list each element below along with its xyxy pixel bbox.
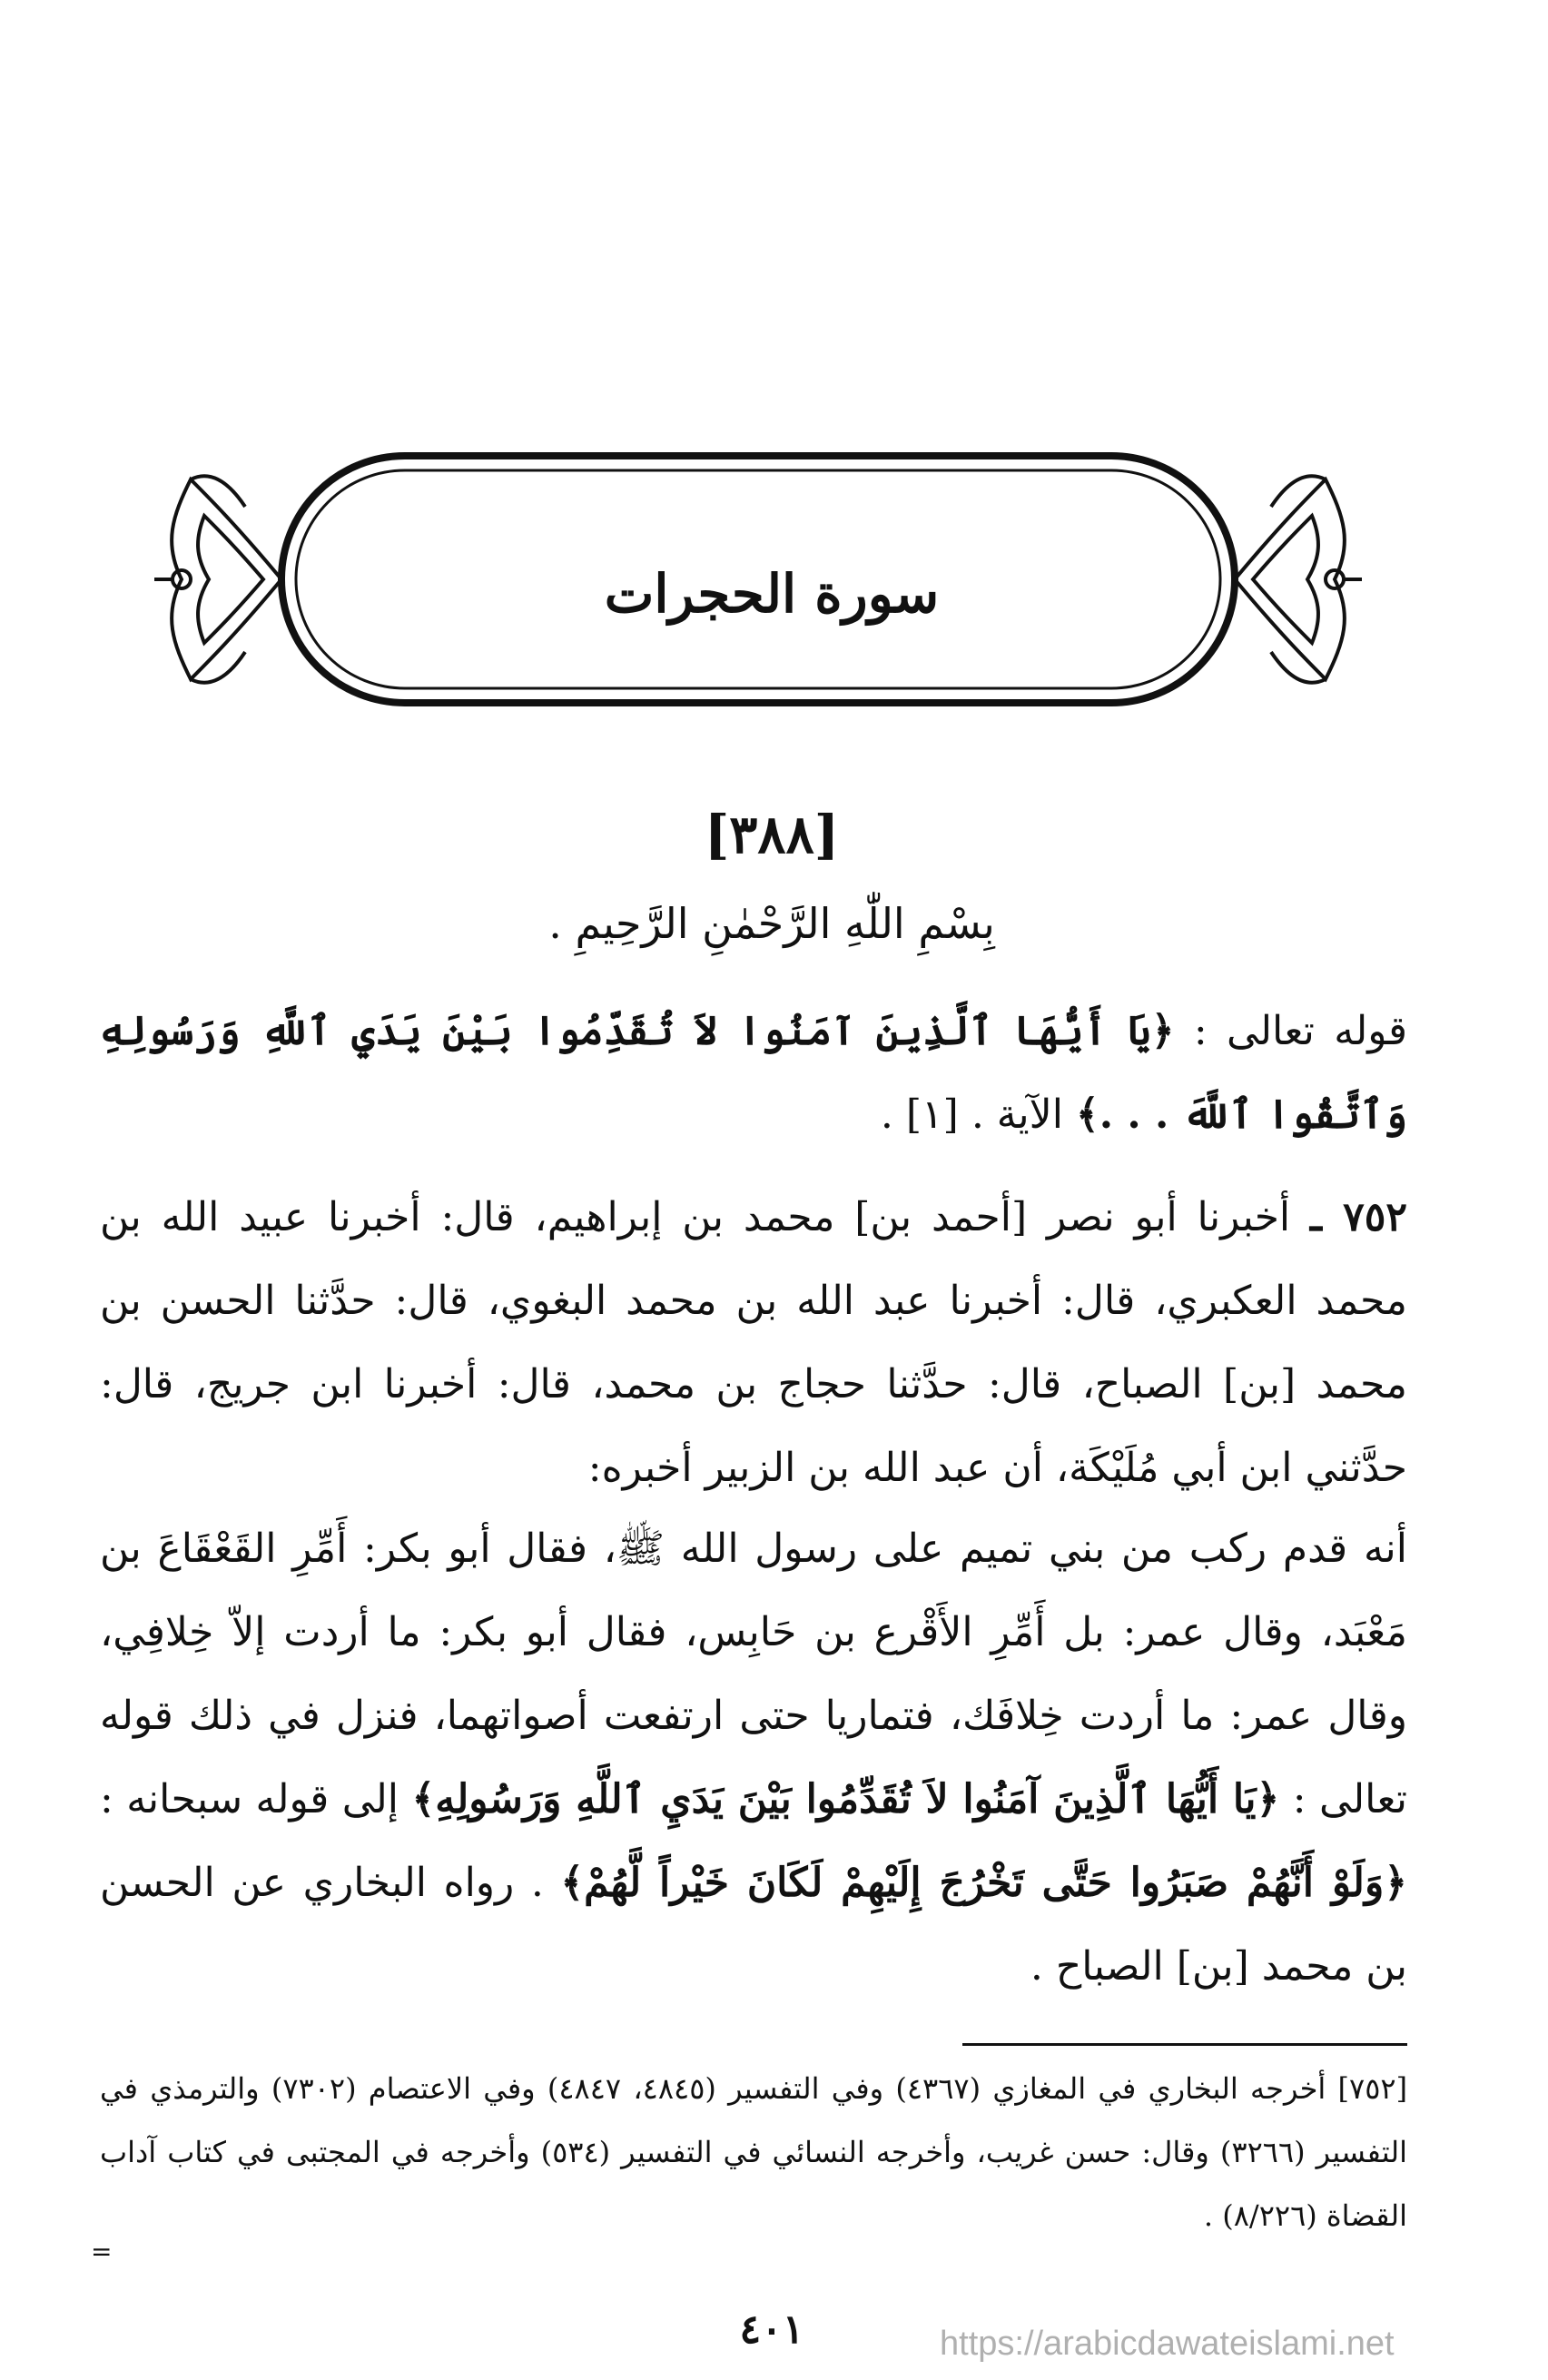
narrative-text-3: . رواه البخاري عن الحسن بن محمد [بن] الصباح .	[100, 1860, 1407, 1990]
quran-verse: ﴿يَا أَيُّهَا ٱلَّذِينَ آمَنُوا لاَ تُقَدِّمُوا بَيْنَ يَدَيِ ٱللَّهِ وَرَسُولِهِ وَٱتَّقُوا ٱللَّهَ . . .﴾	[100, 1008, 1407, 1138]
page-number: ٤٠١	[739, 2306, 804, 2353]
hadith-chain: أخبرنا أبو نصر [أحمد بن] محمد بن إبراهيم، قال: أخبرنا عبيد الله بن محمد العكبري، قال: أخبرنا عبد الله بن محمد البغوي، قال: حدَّثنا الحسن بن محمد [بن] الصباح، قال: حدَّثنا حجاج بن محمد، قال: أخبرنا ابن جريج، قال: حدَّثني ابن أبي مُلَيْكَة، أن عبد الله بن الزبير أخبره:	[100, 1194, 1407, 1491]
intro-tail: الآية . [١] .	[880, 1091, 1063, 1138]
footnote-divider	[962, 2043, 1407, 2046]
hadith-number: ٧٥٢ ـ	[1310, 1194, 1407, 1240]
narrative-text-2: إلى قوله سبحانه :	[100, 1776, 399, 1822]
footnotes: [٧٥٢] أخرجه البخاري في المغازي (٤٣٦٧) وفي التفسير (٤٨٤٥، ٤٨٤٧) وفي الاعتصام (٧٣٠٢) والترمذي في التفسير (٣٢٦٦) وقال: حسن غريب، وأخرجه النسائي في التفسير (٥٣٤) وأخرجه في المجتبى في كتاب آداب القضاة (٨/٢٢٦) .	[100, 2071, 1408, 2233]
narrative-paragraph	[100, 1507, 1407, 2009]
sura-title: سورة الحجرات	[604, 563, 940, 625]
intro-paragraph	[100, 990, 1407, 1157]
quran-verse-1: ﴿يَا أَيُّهَا ٱلَّذِينَ آمَنُوا لاَ تُقَدِّمُوا بَيْنَ يَدَيِ ٱللَّهِ وَرَسُولِهِ﴾	[411, 1776, 1280, 1822]
watermark: https://arabicdawateislami.net	[940, 2325, 1395, 2363]
narrative-text-1: أنه قدم ركب من بني تميم على رسول الله ﷺ، فقال أبو بكر: أَمِّرِ القَعْقَاعَ بن مَعْبَد، وقال عمر: بل أَمِّرِ الأَقْرع بن حَابِس، فقال أبو بكر: ما أردت إلاّ خِلافِي، وقال عمر: ما أردت خِلافَك، فتماريا حتى ارتفعت أصواتهما، فنزل في ذلك قوله تعالى :	[100, 1526, 1408, 1822]
hadith-chain-paragraph	[100, 1176, 1407, 1510]
basmala: بِسْمِ اللّٰهِ الرَّحْمٰنِ الرَّحِيمِ .	[548, 899, 995, 948]
quran-verse-2: ﴿وَلَوْ أَنَّهُمْ صَبَرُوا حَتَّى تَخْرُجَ إِلَيْهِمْ لَكَانَ خَيْراً لَّهُمْ﴾	[560, 1860, 1407, 1906]
section-number: [٣٨٨]	[704, 804, 840, 865]
intro-lead: قوله تعالى :	[1193, 1008, 1407, 1054]
margin-mark: =	[91, 2237, 113, 2266]
